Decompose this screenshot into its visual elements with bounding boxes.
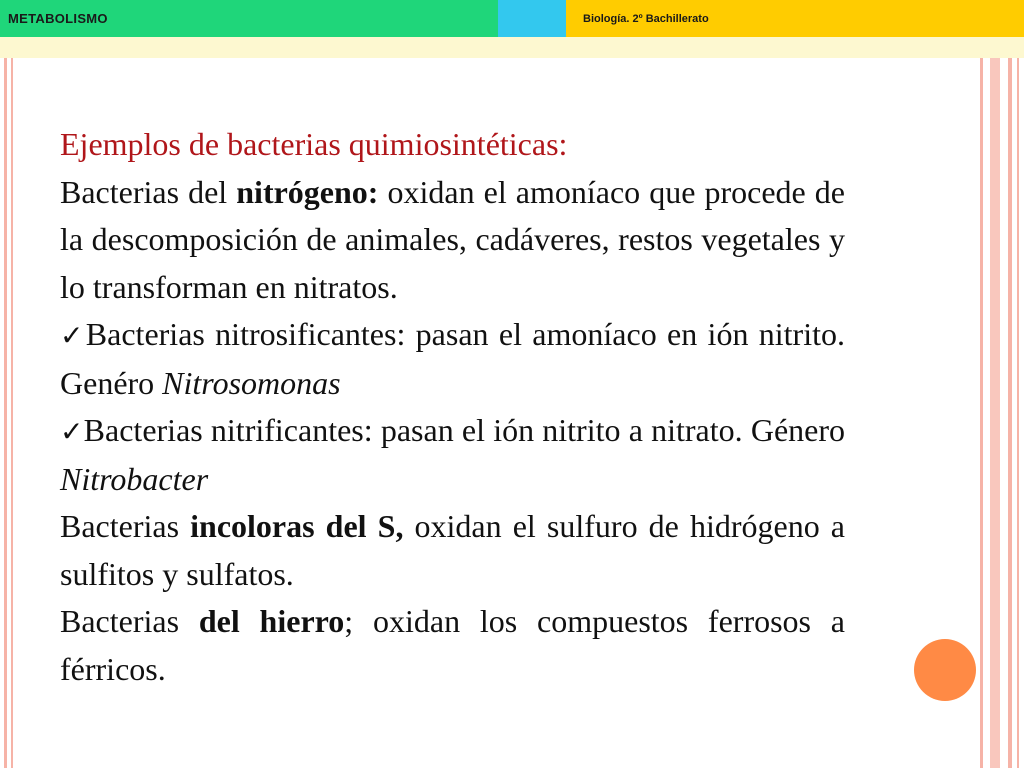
text: ; oxidan los compuestos ferrosos a férricos. [60, 603, 846, 687]
right-border-line [980, 58, 983, 768]
text: Bacterias [60, 603, 199, 639]
text: Bacterias nitrificantes: pasan el ión nitrito a nitrato. Género [83, 412, 846, 448]
paragraph-iron [60, 598, 845, 693]
header-title: METABOLISMO [8, 11, 108, 26]
text: Bacterias nitrosificantes: pasan el amoníaco en ión nitrito. Genéro [60, 316, 845, 401]
header-subtitle: Biología. 2º Bachillerato [583, 13, 709, 25]
right-border-line [1008, 58, 1012, 768]
slide-heading: Ejemplos de bacterias quimiosintéticas: [60, 126, 568, 162]
text: Bacterias del [60, 173, 237, 210]
bold-term: nitrógeno: [236, 173, 379, 210]
bullet-nitrosificantes [60, 311, 845, 407]
check-icon: ✓ [60, 319, 86, 352]
slide-content [60, 121, 845, 693]
paragraph-nitrogen [60, 169, 845, 312]
left-border-line [4, 58, 7, 768]
text: oxidan el amoníaco que procede de la descomposición de animales, cadáveres, restos vegetales y lo transforman en nitratos. [60, 173, 846, 305]
header-blue-segment [498, 0, 566, 37]
bullet-nitrificantes [60, 407, 845, 503]
header-sub-band [0, 37, 1024, 58]
right-border-line [990, 58, 1000, 768]
right-border-line [1017, 58, 1019, 768]
genus-name: Nitrobacter [60, 460, 209, 497]
genus-name: Nitrosomonas [162, 364, 341, 401]
header-bar [0, 0, 1024, 37]
text: Bacterias [60, 508, 191, 544]
bold-term: del hierro [198, 603, 345, 639]
left-border-line [11, 58, 13, 768]
text: oxidan el sulfuro de hidrógeno a sulfitos y sulfatos. [60, 508, 846, 592]
check-icon: ✓ [60, 415, 84, 448]
bold-term: incoloras del S, [190, 508, 404, 544]
decorative-circle [914, 639, 976, 701]
paragraph-sulfur [60, 503, 845, 598]
